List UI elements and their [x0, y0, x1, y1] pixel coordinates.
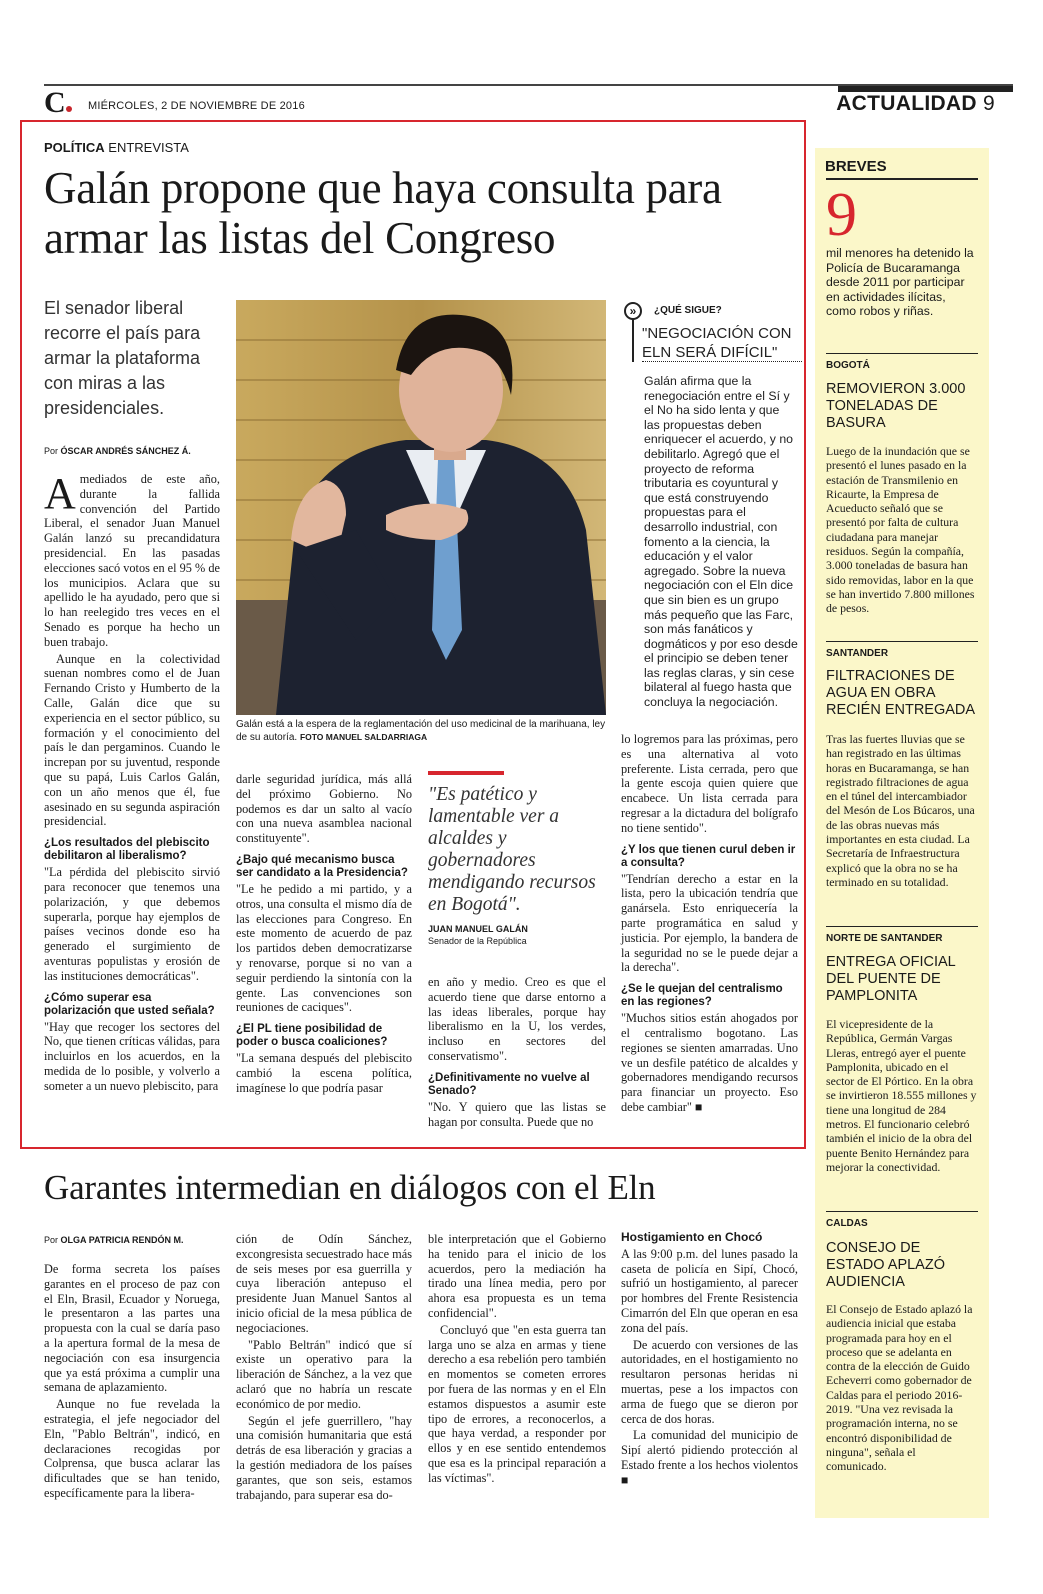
byline-prefix: Por [44, 446, 59, 456]
logo-dot [66, 106, 72, 112]
paragraph: De forma secreta los países garantes en el proceso de paz con el Eln, Brasil, Ecuador y Noruega, le presentaron a las partes una propuesta con la cual se daría paso a la apertura formal de la mesa de negociación con esa insurgencia que ya está próxima a cumplir una semana de aplazamiento. [44, 1262, 220, 1395]
paragraph: A las 9:00 p.m. del lunes pasado la caseta de policía en Sipí, Chocó, sufrió un hostigamiento, al parecer por hombres del Frente Resistencia Cimarrón del Eln que operan en esa zona del país. [621, 1246, 798, 1335]
answer: "Muchos sitios están ahogados por el centralismo bogotano. Las regiones se sienten amarradas. Uno ve un desfile patético de alcaldes y gobernadores mendigando recursos para financiar un proyecto. Eso debe cambiar" ■ [621, 1011, 798, 1114]
byline-prefix: Por [44, 1235, 59, 1245]
breves-divider [826, 353, 978, 354]
question: ¿Bajo qué mecanismo busca ser candidato a la Presidencia? [236, 853, 408, 879]
article-type: ENTREVISTA [108, 140, 189, 155]
breves-region: NORTE DE SANTANDER [826, 933, 943, 944]
article-column-2 [236, 772, 412, 1098]
answer: "La semana después del plebiscito cambió la escena política, imagínese lo que podría pasar [236, 1051, 412, 1095]
question: ¿Cómo superar esa polarización que usted señala? [44, 991, 215, 1017]
pull-quote-role: Senador de la República [428, 936, 527, 946]
article-headline: Galán propone que haya consulta para armar las listas del Congreso [44, 163, 722, 263]
question: ¿Los resultados del plebiscito debilitaron al liberalismo? [44, 837, 210, 863]
breves-headline: FILTRACIONES DE AGUA EN OBRA RECIÉN ENTREGADA [826, 668, 976, 718]
paragraph: ble interpretación que el Gobierno ha tenido para el inicio de los acuerdos, pero la mediación ha tirado una línea media, pero por ahora esa propuesta es un tema confidencial". [428, 1232, 606, 1320]
breves-text: Luego de la inundación que se presentó el lunes pasado en la estación de Transmilenio en Ricaurte, la Empresa de Acueducto señaló que se presentó por falta de cultura ciudadana para manejar residuos. Según la compañía, 3.000 toneladas de basura han sido removidas, labor en la que se han invertido 7.800 millones de pesos. [826, 444, 975, 616]
paragraph: Según el jefe guerrillero, "hay una comisión humanitaria que está detrás de esa liberación y gracias a la gestión mediadora de los países garantes, que son seis, estamos trabajando, para superar esa do- [236, 1413, 412, 1502]
article2-subtitle: Hostigamiento en Chocó [621, 1230, 763, 1244]
paragraph: La comunidad del municipio de Sipí alertó pidiendo protección al Estado frente a los hechos violentos ■ [621, 1428, 798, 1487]
paragraph: "Pablo Beltrán" indicó que sí existe un operativo para la liberación de Sánchez, a la vez que aclaró que no habría un rescate económico de por medio. [236, 1337, 412, 1411]
article-byline [44, 446, 191, 456]
drop-cap: A [44, 469, 76, 518]
question: ¿Se le quejan del centralismo en las regiones? [621, 983, 783, 1009]
breves-region: SANTANDER [826, 648, 889, 659]
que-sigue-text: Galán afirma que la renegociación entre el Sí y el No ha sido lenta y que las propuestas deben enriquecer el acuerdo, y no debilitarlo. Agregó que el proyecto de reforma tributaria es coyuntural y que está construyendo propuestas para el desarrollo industrial, con fomento a la ciencia, la educación y el valor agregado. Sobre la nueva negociación con el Eln dice que sin bien es un grupo más pequeño que las Farc, son más fanáticos y dogmáticos y por eso desde el principio se deben tener las reglas claras, y sin cese bilateral al fuego hasta que concluya la negociación. [644, 374, 798, 710]
question: ¿Definitivamente no vuelve al Senado? [428, 1071, 590, 1097]
article-column-1 [44, 469, 220, 1095]
breves-headline: ENTREGA OFICIAL DEL PUENTE DE PAMPLONITA [826, 954, 956, 1004]
pull-quote-rule [428, 771, 504, 775]
question: ¿El PL tiene posibilidad de poder o busca coaliciones? [236, 1023, 388, 1049]
answer: "La pérdida del plebiscito sirvió para reconocer que tenemos una polarización, y que debemos superarla, porque hay ejemplos de países vecinos donde eso ha generado el surgimiento de aventuras populistas y erosión de las instituciones democráticas". [44, 865, 220, 983]
article-category: POLÍTICA [44, 140, 105, 155]
breves-big-text: mil menores ha detenido la Policía de Bucaramanga desde 2011 por participar en actividades ilícitas, como robos y riñas. [826, 246, 974, 319]
paragraph: mediados de este año, durante la fallida convención del Partido Liberal, el senador Juan Manuel Galán lanzó su precandidatura presidencial. En las pasadas elecciones sacó votos en el 95 % de los municipios. Aclara que su apellido le ha ayudado, pero que si lo han reelegido tres veces en el Senado es porque ha hecho un buen trabajo. [44, 472, 220, 649]
pull-quote-author: JUAN MANUEL GALÁN [428, 924, 528, 934]
section-label [836, 92, 995, 116]
breves-divider [826, 641, 978, 642]
issue-date: MIÉRCOLES, 2 DE NOVIEMBRE DE 2016 [88, 100, 305, 112]
breves-region: CALDAS [826, 1218, 868, 1229]
section-name: ACTUALIDAD [836, 92, 977, 115]
article2-column-3 [428, 1232, 606, 1488]
article2-headline: Garantes intermedian en diálogos con el Eln [44, 1168, 656, 1207]
paragraph: en año y medio. Creo es que el acuerdo tiene que darse entorno a las ideas liberales, porque hay liberalismo en la U, los verdes, incluso en sectores del conservatismo". [428, 975, 606, 1063]
breves-text: El vicepresidente de la República, Germán Vargas Lleras, entregó ayer el puente Pamplonita, ubicado en el sector de El Pórtico. En la obra se invirtieron 18.555 millones y tiene una longitud de 284 metros. El funcionario celebró también el inicio de la obra del puente Benito Hernández para mejorar la conectividad. [826, 1017, 977, 1174]
que-sigue-label: ¿QUÉ SIGUE? [654, 305, 722, 316]
answer: "Tendrían derecho a estar en la lista, pero la ubicación tendría que ganársela. Esto enriquecería la parte programática en salud y justicia. Por ejemplo, la bandera de la seguridad no se le puede dejar a la derecha". [621, 871, 798, 975]
newspaper-logo: C [44, 86, 66, 119]
article2-byline [44, 1235, 184, 1245]
breves-big-number: 9 [826, 181, 857, 249]
question: ¿Y los que tienen curul deben ir a consulta? [621, 843, 796, 869]
pull-quote: "Es patético y lamentable ver a alcaldes y gobernadores mendigando recursos en Bogotá". [428, 784, 596, 915]
breves-rule [826, 178, 978, 180]
que-sigue-rule [632, 318, 634, 362]
article-photo [236, 300, 606, 715]
answer: "Hay que recoger los sectores del No, que tienen críticas válidas, para incluirlos en los acuerdos, en la medida de lo posible, y volverlo a someter a un nuevo plebiscito, para [44, 1019, 220, 1093]
paragraph: ción de Odín Sánchez, excongresista secuestrado hace más de seis meses por esa guerrilla y cuya liberación antepuso el presidente Juan Manuel Santos al inicio oficial de la mesa pública de negociaciones. [236, 1232, 412, 1335]
breves-headline: CONSEJO DE ESTADO APLAZÓ AUDIENCIA [826, 1240, 945, 1290]
caption-text: Galán está a la espera de la reglamentación del uso medicinal de la marihuana, ley de su autoría. [236, 719, 606, 743]
article-column-4 [621, 732, 798, 1117]
article2-column-4 [621, 1230, 798, 1490]
breves-region: BOGOTÁ [826, 360, 870, 371]
breves-divider [826, 926, 978, 927]
paragraph: darle seguridad jurídica, más allá del próximo Gobierno. No podemos es dar un salto al vacío con una nueva asamblea nacional constituyente". [236, 772, 412, 846]
article2-column-2 [236, 1232, 412, 1504]
paragraph: lo logremos para las próximas, pero es una alternativa al voto preferente. Lista cerrada, pero que la gente escoja quien quiere que encabece. Un lista cerrada para regresar a la dictadura del bolígrafo no tiene sentido". [621, 732, 798, 835]
photo-caption [236, 718, 606, 744]
page-number: 9 [983, 92, 995, 115]
article-subhead: El senador liberal recorre el país para armar la plataforma con miras a las presidenciales. [44, 298, 201, 418]
paragraph: Aunque en la colectividad suenan nombres como el de Juan Fernando Cristo y Humberto de la Calle, Galán dice que su experiencia en el sector público, su formación y el conocimiento del país le dan pergaminos. Cuando le increpan por su juventud, responde que su papá, Luis Carlos Galán, con un año menos que él, fue asesinado en su segunda aspiración presidencial. [44, 651, 220, 829]
answer: "Le he pedido a mi partido, y a otros, una consulta el mismo día de las elecciones para Congreso. En este momento de acuerdo de paz los partidos deben democratizarse y renovarse, porque si no van a seguir perdiendo la sintonía con la gente. Las convenciones son reuniones de caciques". [236, 881, 412, 1015]
answer: "No. Y quiero que las listas se hagan por consulta. Puede que no [428, 1099, 606, 1129]
breves-headline: REMOVIERON 3.000 TONELADAS DE BASURA [826, 381, 966, 431]
byline-name: ÓSCAR ANDRÉS SÁNCHEZ Á. [60, 446, 191, 456]
article2-column-1 [44, 1262, 220, 1503]
que-sigue-underline [642, 361, 802, 363]
byline-name: OLGA PATRICIA RENDÓN M. [60, 1235, 184, 1245]
breves-text: Tras las fuertes lluvias que se han registrado en las últimas horas en Bucaramanga, se han registrado filtraciones de agua en el túnel del intercambiador del Mesón de Los Búcaros, una de las obras nuevas más importantes en esta ciudad. La Secretaría de Infraestructura explicó que la obra no se ha terminado en su totalidad. [826, 732, 975, 889]
paragraph: Aunque no fue revelada la estrategia, el jefe negociador del Eln, "Pablo Beltrán", indicó, en declaraciones recogidas por Colprensa, que busca aclarar las dificultades que se han tenido, específicamente para la libera- [44, 1397, 220, 1500]
portrait-image [236, 300, 606, 715]
breves-divider [826, 1211, 978, 1212]
article-kicker [44, 140, 189, 155]
photo-credit: FOTO MANUEL SALDARRIAGA [299, 732, 428, 742]
paragraph: Concluyó que "en esta guerra tan larga uno se alza en armas y tiene derecho a esa rebelión pero también en momentos se cometen errores por fuera de las normas y en el Eln estamos dispuestos a asumir este tipo de errores, a reconocerlos, a que haya verdad, a responder por ellos y en ese sentido entendemos que esa es la principal reparación a las víctimas". [428, 1322, 606, 1485]
breves-text: El Consejo de Estado aplazó la audiencia inicial que estaba programada para hoy en el proceso que se adelanta en contra de la elección de Guido Echeverri como gobernador de Caldas para el periodo 2016-2019. "Una vez revisada la programación interna, no se encontró disponibilidad de ninguna", señala el comunicado. [826, 1302, 973, 1474]
chevron-right-icon: » [624, 302, 642, 320]
article-column-3 [428, 975, 606, 1131]
paragraph: De acuerdo con versiones de las autoridades, en el hostigamiento no resultaron personas heridas ni muertas, pese a los impactos con arma de fuego que se dieron por cerca de dos horas. [621, 1337, 798, 1426]
breves-title: BREVES [825, 158, 887, 175]
que-sigue-title: "NEGOCIACIÓN CON ELN SERÁ DIFÍCIL" [642, 325, 792, 361]
